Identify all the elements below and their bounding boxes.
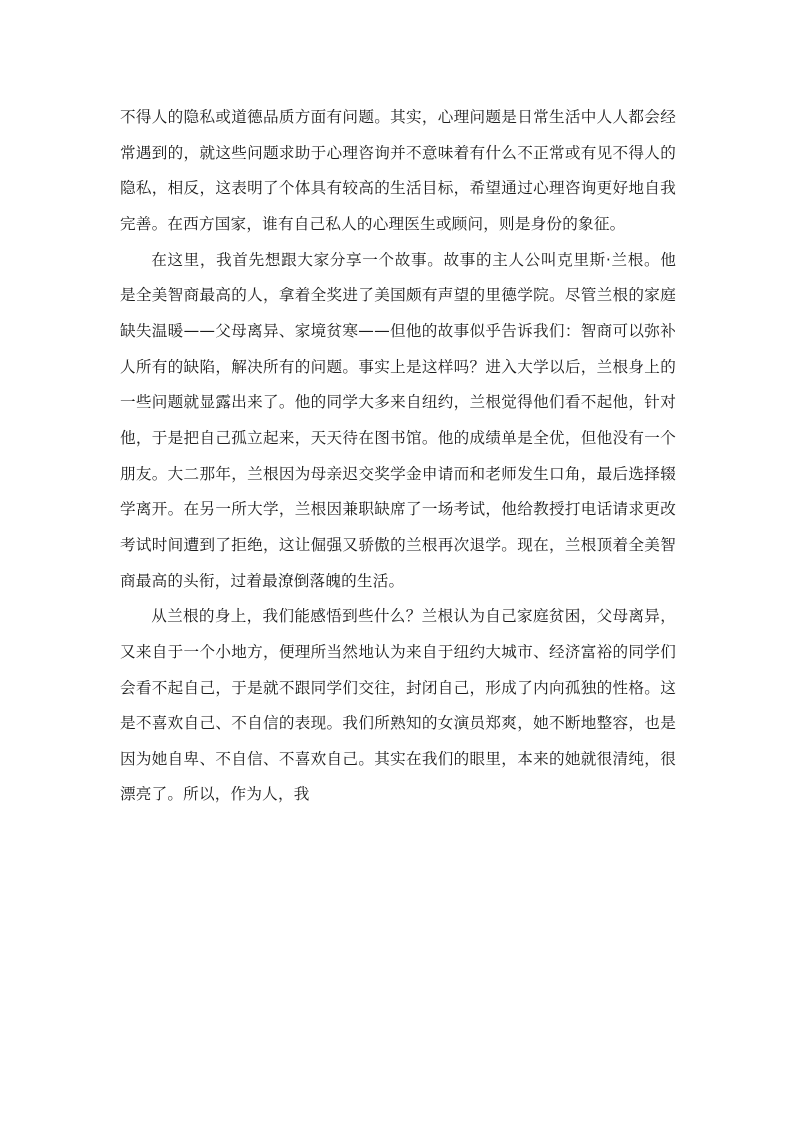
paragraph-3: 从兰根的身上，我们能感悟到些什么？兰根认为自己家庭贫困，父母离异，又来自于一个小地方，便理所当然地认为来自于纽约大城市、经济富裕的同学们会看不起自己，于是就不跟同学们交往，封闭自己，形成了内向孤独的性格。这是不喜欢自己、不自信的表现。我们所熟知的女演员郑爽，她不断地整容，也是因为她自卑、不自信、不喜欢自己。其实在我们的眼里，本来的她就很清纯，很漂亮了。所以，作为人，我 [120, 607, 676, 804]
body-text [120, 100, 676, 813]
paragraph-2: 在这里，我首先想跟大家分享一个故事。故事的主人公叫克里斯·兰根。他是全美智商最高的人，拿着全奖进了美国颇有声望的里德学院。尽管兰根的家庭缺失温暖——父母离异、家境贫寒——但他的故事似乎告诉我们：智商可以弥补人所有的缺陷，解决所有的问题。事实上是这样吗？进入大学以后，兰根身上的一些问题就显露出来了。他的同学大多来自纽约，兰根觉得他们看不起他，针对他，于是把自己孤立起来，天天待在图书馆。他的成绩单是全优，但他没有一个朋友。大二那年，兰根因为母亲迟交奖学金申请而和老师发生口角，最后选择辍学离开。在另一所大学，兰根因兼职缺席了一场考试，他给教授打电话请求更改考试时间遭到了拒绝，这让倔强又骄傲的兰根再次退学。现在，兰根顶着全美智商最高的头衔，过着最潦倒落魄的生活。 [120, 250, 676, 590]
paragraph-1: 不得人的隐私或道德品质方面有问题。其实，心理问题是日常生活中人人都会经常遇到的，就这些问题求助于心理咨询并不意味着有什么不正常或有见不得人的隐私，相反，这表明了个体具有较高的生活目标，希望通过心理咨询更好地自我完善。在西方国家，谁有自己私人的心理医生或顾问，则是身份的象征。 [120, 108, 676, 233]
